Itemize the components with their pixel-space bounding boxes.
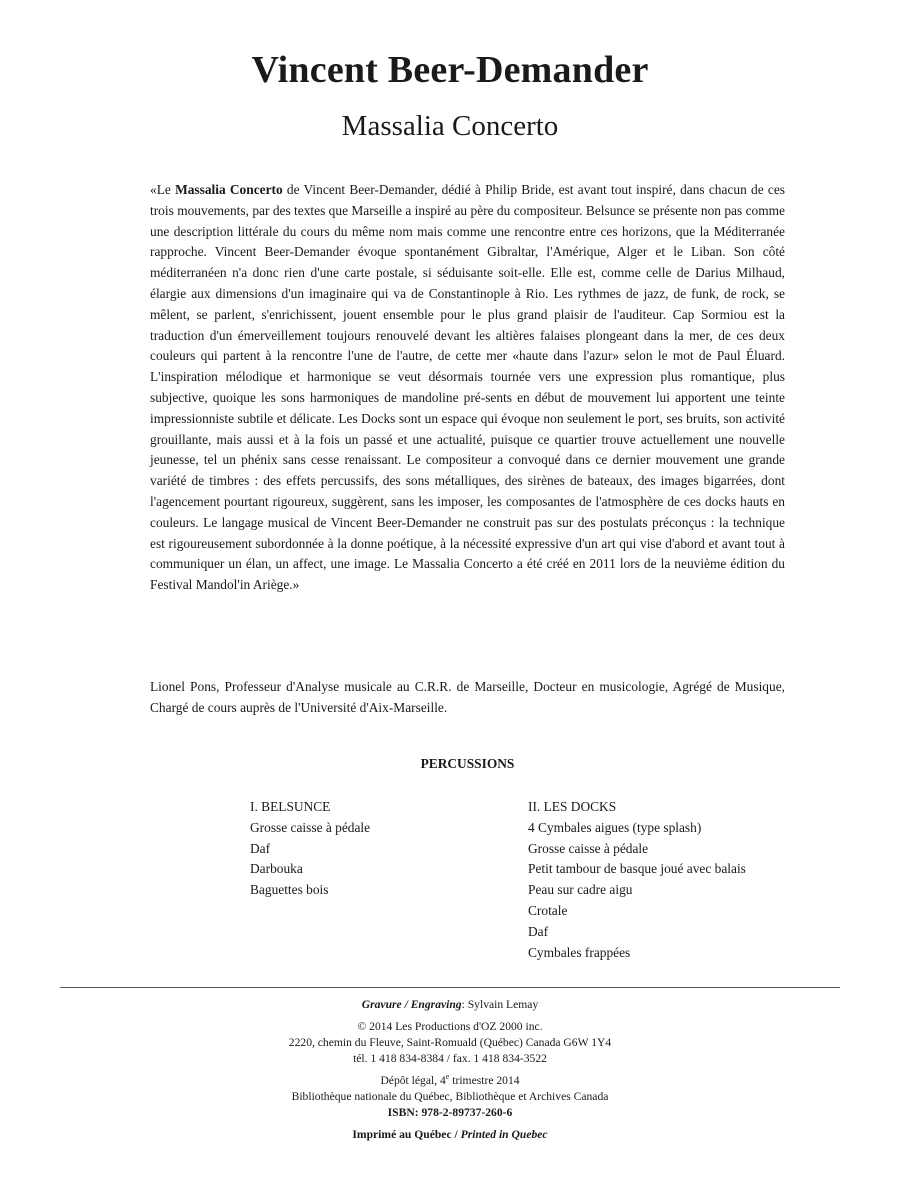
- instrument-item: Grosse caisse à pédale: [250, 819, 371, 835]
- publisher-phone: tél. 1 418 834-8384 / fax. 1 418 834-3522: [353, 1052, 547, 1065]
- printed-fr: Imprimé au Québec /: [352, 1128, 461, 1141]
- publisher-address: 2220, chemin du Fleuve, Saint-Romuald (Québec) Canada G6W 1Y4: [288, 1036, 612, 1049]
- printed-in: [0, 1127, 900, 1143]
- percussions-heading: PERCUSSIONS: [420, 756, 515, 771]
- instrument-item: Daf: [250, 840, 271, 856]
- legal-deposit-suffix: trimestre 2014: [449, 1074, 520, 1087]
- engraving-name: : Sylvain Lemay: [461, 998, 539, 1011]
- instrument-item: 4 Cymbales aigues (type splash): [528, 819, 702, 835]
- instrument-item: Darbouka: [250, 861, 303, 877]
- instrument-item: Crotale: [528, 902, 568, 918]
- movement-2-list: [528, 797, 746, 963]
- movement-1-list: [250, 797, 370, 901]
- instrument-item: Petit tambour de basque joué avec balais: [528, 861, 746, 877]
- copyright-line: © 2014 Les Productions d'OZ 2000 inc.: [357, 1020, 543, 1033]
- program-note-bold-title: Massalia Concerto: [175, 182, 283, 197]
- legal-deposit-prefix: Dépôt légal, 4: [380, 1074, 446, 1087]
- movement-1-title: I. BELSUNCE: [250, 799, 331, 814]
- engraving-label: Gravure /: [361, 998, 411, 1011]
- program-note-open: «Le: [150, 182, 176, 197]
- library-line: Bibliothèque nationale du Québec, Bibliothèque et Archives Canada: [291, 1090, 609, 1103]
- engraving-label-italic: Engraving: [410, 998, 462, 1011]
- program-note: [150, 180, 785, 596]
- instrument-item: Baguettes bois: [250, 882, 329, 898]
- instrument-item: Cymbales frappées: [528, 944, 631, 960]
- printed-en: Printed in Quebec: [460, 1128, 548, 1141]
- engraving-credit: [0, 997, 900, 1013]
- work-title: Massalia Concerto: [341, 110, 559, 142]
- legal-deposit: [0, 1073, 900, 1089]
- instrument-item: Peau sur cadre aigu: [528, 882, 633, 898]
- legal-deposit-sup: e: [445, 1072, 450, 1082]
- instrument-item: Daf: [528, 923, 549, 939]
- composer-name: Vincent Beer-Demander: [251, 49, 649, 91]
- isbn: ISBN: 978-2-89737-260-6: [387, 1106, 513, 1119]
- author-credit: Lionel Pons, Professeur d'Analyse musicale au C.R.R. de Marseille, Docteur en musicologie, Agrégé de Musique, Chargé de cours auprès de l'Université d'Aix-Marseille.: [150, 679, 785, 715]
- movement-2-title: II. LES DOCKS: [528, 799, 617, 814]
- publisher-footer: [0, 997, 900, 1143]
- instrument-item: Grosse caisse à pédale: [528, 840, 649, 856]
- footer-divider: [60, 987, 840, 988]
- program-note-body: de Vincent Beer-Demander, dédié à Philip Bride, est avant tout inspiré, dans chacun de ces trois mouvements, par des textes que Marseille a inspiré au père du compositeur. Belsunce se présente non pas comme une description littérale du cours du même nom mais comme une rencontre entre ces horizons, que la Méditerranée rapproche. Vincent Beer-Demander évoque spontanément Gibraltar, l'Amérique, Alger et le Liban. Son côté méditerranéen n'a donc rien d'une carte postale, si séduisante soit-elle. Elle est, comme celle de Darius Milhaud, élargie aux dimensions d'un imaginaire qui va de Constantinople à Rio. Les rythmes de jazz, de funk, de rock, se mêlent, se parlent, s'enrichissent, jouent ensemble pour le plus grand plaisir de l'auditeur. Cap Sormiou est la traduction d'un émerveillement toujours renouvelé devant les altières falaises plongeant dans la mer, de ces deux couleurs qui partent à la rencontre l'une de l'autre, de cette mer «haute dans l'azur» selon le mot de Paul Éluard. L'inspiration mélodique et harmonique se veut désormais tournée vers une expression plus romantique, plus subjective, quoique les sons harmoniques de mandoline pré-sents en début de mouvement lui apportent une teinte impressionniste subtile et délicate. Les Docks sont un espace qui évoque non seulement le port, ses bruits, son activité grouillante, mais aussi et à la fois un passé et une actualité, puisque ce quartier trouve actuellement une nouvelle jeunesse, tel un phénix sans cesse renaissant. Le compositeur a convoqué dans ce dernier mouvement une grande variété de timbres : des effets percussifs, des sons métalliques, des sirènes de bateaux, des images bigarrées, dont l'agencement pourtant rigoureux, suggèrent, sans les imposer, les composantes de l'atmosphère de ces docks hauts en couleurs. Le langage musical de Vincent Beer-Demander ne construit pas sur des postulats préconçus : la technique est rigoureusement subordonnée à la donne poétique, à la nécessité expressive d'un art qui vise d'abord et avant tout à communiquer un élan, un affect, une image. Le Massalia Concerto a été créé en 2011 lors de la neuvième édition du Festival Mandol'in Ariège.»: [150, 182, 785, 593]
